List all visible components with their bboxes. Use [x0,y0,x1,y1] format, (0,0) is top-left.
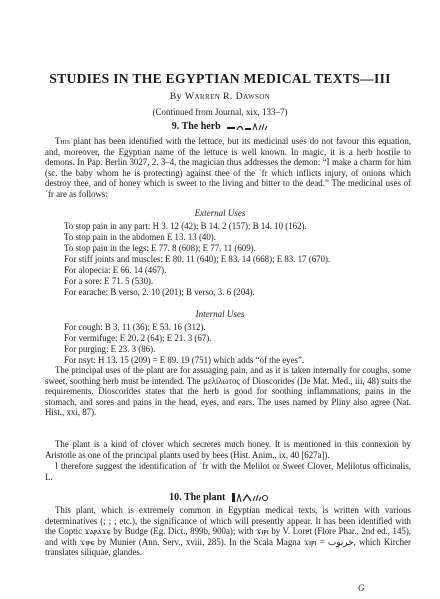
section-9-title: 9. The herb [171,121,221,132]
list-item: For purging: E 23. 3 (86). [64,344,156,354]
list-item: For alopecia: E 66. 14 (467). [64,265,167,275]
hieroglyph-afr-icon [226,122,268,132]
section-9-paragraph-2: The principal uses of the plant are for assuaging pain, and as it is taken internally for coughs, some sweet, soothing herb must be intended. The μελίλωτος of Dioscorides (De Mat. Med., iii, 48) suits the requirements. Dioscorides states that the herb is good for soothing inflammations, pains in the stomach, and sores and pains in the head, eyes, and ears. The uses named by Pliny also agree (Nat. Hist., xxi, 87). [45,365,411,418]
list-item: To stop pain in the legs: E 77. 8 (608); E 77. 11 (609). [64,243,256,253]
intro-lead: This [55,136,71,146]
hieroglyph-plant-icon [231,492,271,503]
article-title: STUDIES IN THE EGYPTIAN MEDICAL TEXTS—III [49,71,391,86]
external-uses-heading: External Uses [194,208,246,218]
list-item: For a sore: E 71. 5 (530). [64,276,154,286]
list-item: For stiff joints and muscles: E 80. 11 (640); E 83. 14 (668); E 83. 17 (670). [64,254,331,264]
section-9-intro [45,136,411,200]
list-item: For earache: B verso, 2. 10 (201); B verso, 3. 6 (204). [64,287,255,297]
internal-uses-list [64,322,414,366]
author-name: Warren R. Dawson [184,91,271,102]
continued-note: (Continued from Journal, xix, 133–7) [152,107,288,117]
list-item: To stop pain in any part: H 3. 12 (42); B 14. 2 (157); B 14. 10 (162). [64,221,307,231]
page-signature: G [358,583,365,593]
external-uses-list [64,221,414,298]
section-10-heading [0,492,440,503]
section-9-heading [0,121,440,132]
list-item: For nsyt: H 13. 15 (209) = E 89. 19 (751) which adds “of the eyes”. [64,355,305,365]
section-9-paragraph-3: The plant is a kind of clover which secretes much honey. It is mentioned in this connexion by Aristotle as one of the principal plants used by bees (Hist. Anim., ix, 40 [627a]). [45,439,411,460]
section-10-paragraph-1: This plant, which is extremely common in Egyptian medical texts, is written with various determinatives (; ; ; etc.), the significance of which will presently appear. It has been identified with the Coptic ϫⲁⲣⲁϫⲉ by Budge (Eg. Dict., 899b, 900a); with ϫⲓⲣⲓ by V. Loret (Flore Phar., 2nd ed., 145), and with ϫⲓⲣⲉ by Munier (Ann. Serv., xviii, 285). In the Scala Magna ϫⲓⲣⲓ = خرنوب, which Kircher translates siliquae, glandes. [45,505,411,558]
internal-uses-heading: Internal Uses [195,309,245,319]
list-item: To stop pain in the abdomen E 13. 13 (40). [64,232,216,242]
intro-text: plant has been identified with the lettuce, but its medicinal uses do not favour this equation, and, moreover, the Egyptian name of the lettuce is well known. In magic, it is a herb hostile to demons. In Pap. Berlin 3027, 2. 3–4, the magician thus addresses the demon: “I make a charm for him (sc. the baby whom he is protecting) against thee of the ʿfr which inflicts injury, of onions which destroy thee, and of honey which is sweet to the living and bitter to the dead.” The medicinal uses of ʿfr are as follows: [45,136,411,199]
section-10-title: 10. The plant [169,492,226,503]
section-9-paragraph-4: I therefore suggest the identification of ʿfr with the Melilot or Sweet Clover, Melilotus officinalis, L. [45,461,411,482]
author-line [0,91,440,102]
list-item: For vermifuge: E 20. 2 (64); E 21. 3 (67). [64,333,212,343]
author-prefix: By [169,91,185,102]
list-item: For cough: B 3. 11 (36); E 53. 16 (312). [64,322,206,332]
